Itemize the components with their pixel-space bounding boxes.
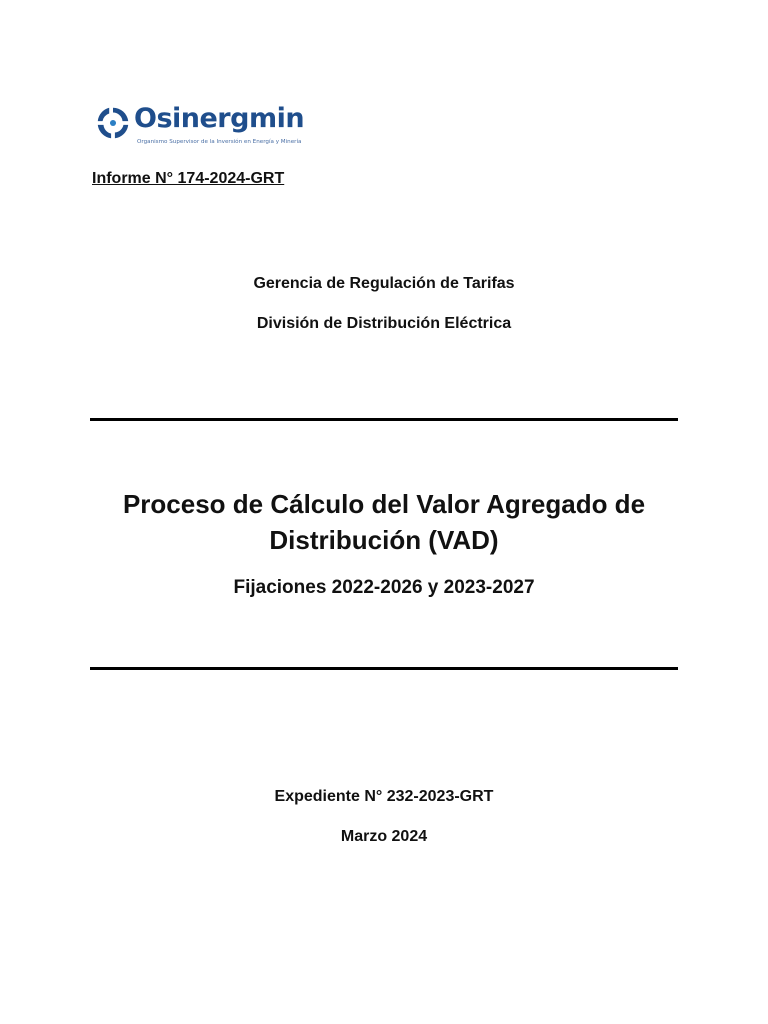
osinergmin-logo-icon xyxy=(94,104,132,142)
document-title-line-2: Distribución (VAD) xyxy=(269,525,499,555)
report-number: Informe N° 174-2024-GRT xyxy=(92,170,285,187)
bottom-divider xyxy=(90,667,678,670)
logo-tagline: Organismo Supervisor de la Inversión en Energía y Minería xyxy=(137,139,302,145)
file-number: Expediente N° 232-2023-GRT xyxy=(274,788,494,805)
document-date: Marzo 2024 xyxy=(340,828,428,845)
division-name: División de Distribución Eléctrica xyxy=(256,315,512,332)
document-title xyxy=(0,486,768,558)
document-title-line-1: Proceso de Cálculo del Valor Agregado de xyxy=(122,489,646,519)
document-subtitle: Fijaciones 2022-2026 y 2023-2027 xyxy=(233,577,535,598)
osinergmin-logo xyxy=(94,102,314,150)
management-name: Gerencia de Regulación de Tarifas xyxy=(253,275,515,292)
logo-wordmark: Osinergmin xyxy=(134,103,305,134)
top-divider xyxy=(90,418,678,421)
